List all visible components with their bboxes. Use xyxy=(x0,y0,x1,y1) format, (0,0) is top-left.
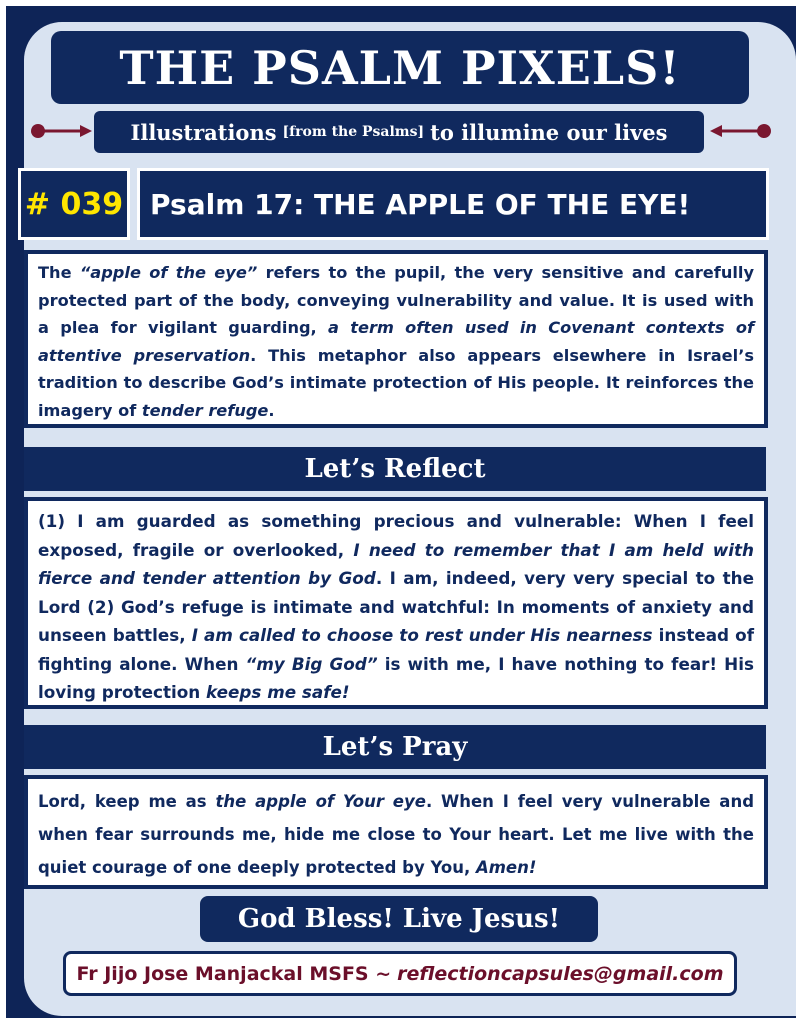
subtitle-banner xyxy=(94,111,704,153)
reflect-text-italic: I need to remember that I am held with fierce and tender attention by God xyxy=(38,539,755,588)
intro-text: . This metaphor also appears elsewhere in Israel’s tradition to describe God’s intimate protection of His people. It reinforces the imagery of xyxy=(38,345,754,420)
intro-text-italic: a term often used in Covenant contexts of attentive preservation xyxy=(38,318,755,365)
prayer-text-italic: the apple of Your eye xyxy=(215,792,426,811)
intro-paragraph xyxy=(24,250,768,428)
psalm-title: Psalm 17: THE APPLE OF THE EYE! xyxy=(137,168,769,240)
psalm-number-badge: # 039 xyxy=(18,168,130,240)
right-arrow-icon xyxy=(708,121,772,141)
prayer-text-italic: Amen! xyxy=(475,858,537,877)
intro-text-italic: tender refuge xyxy=(141,400,269,420)
subtitle-text-small: [from the Psalms] xyxy=(282,124,425,140)
intro-text-italic: “apple of the eye” xyxy=(79,263,258,282)
blessing-banner: God Bless! Live Jesus! xyxy=(200,896,598,942)
page-title: THE PSALM PIXELS! xyxy=(51,31,749,104)
intro-text: . xyxy=(268,400,275,420)
prayer-text: . When I feel very vulnerable and when fear surrounds me, hide me close to Your heart. Let me live with the quiet courage of one deeply protected by You, xyxy=(38,792,755,877)
reflect-text: is with me, I have nothing to fear! His loving protection xyxy=(38,653,754,702)
reflect-text: (1) I am guarded as something precious and vulnerable: When I feel exposed, fragile or overlooked, xyxy=(38,511,754,560)
reflect-text-italic: “my Big God” xyxy=(245,653,378,674)
reflect-text: instead of fighting alone. When xyxy=(38,625,754,674)
intro-text: refers to the pupil, the very sensitive and carefully protected part of the body, conveying vulnerability and value. It is used with a plea for vigilant guarding, xyxy=(38,263,754,337)
prayer-paragraph xyxy=(24,775,768,889)
reflect-text-italic: keeps me safe! xyxy=(206,682,350,702)
reflect-text: . I am, indeed, very very special to the Lord (2) God’s refuge is intimate and watchful: In moments of anxiety and unseen battles, xyxy=(38,568,754,645)
subtitle-text-start: Illustrations xyxy=(130,119,277,145)
prayer-text: Lord, keep me as xyxy=(38,792,216,811)
intro-text: The xyxy=(38,263,80,282)
left-arrow-icon xyxy=(30,121,94,141)
reflect-text-italic: I am called to choose to rest under His nearness xyxy=(191,625,653,645)
reflect-paragraph xyxy=(24,497,768,709)
author-name: Fr Jijo Jose Manjackal MSFS ~ xyxy=(76,962,392,985)
pray-heading: Let’s Pray xyxy=(24,725,766,769)
reflect-heading: Let’s Reflect xyxy=(24,447,766,491)
subtitle-text-end: to illumine our lives xyxy=(430,119,668,145)
author-signature xyxy=(63,951,737,996)
author-email-link[interactable]: reflectioncapsules@gmail.com xyxy=(397,962,724,985)
